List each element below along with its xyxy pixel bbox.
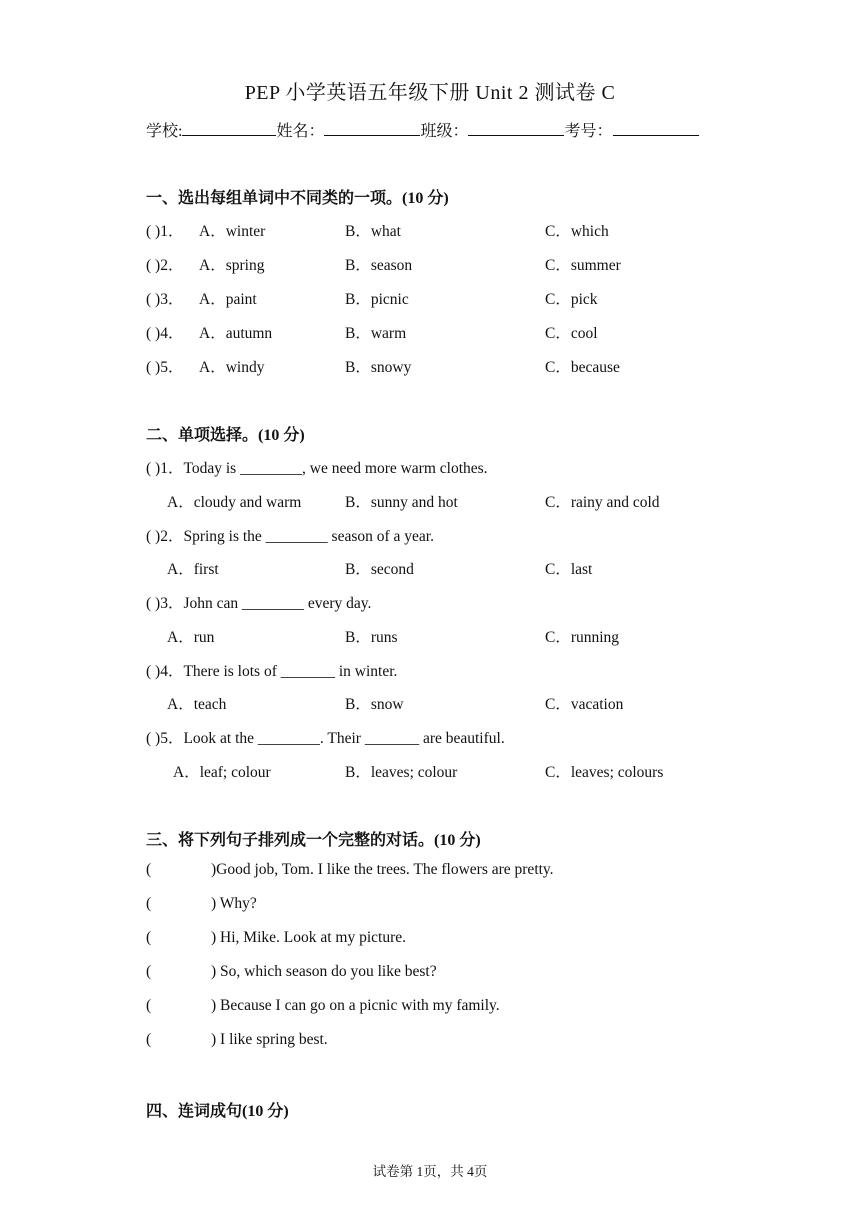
page-footer: 试卷第 1页，共 4页 — [372, 1164, 488, 1179]
answer-paren: ( — [146, 861, 152, 878]
question-text: ( )4．There is lots of _______ in winter. — [146, 663, 398, 680]
dialogue-line: ) Hi, Mike. Look at my picture. — [211, 929, 406, 946]
option-c: C．pick — [545, 291, 598, 308]
section-3-heading: 三、将下列句子排列成一个完整的对话。(10 分) — [146, 832, 481, 849]
name-blank — [324, 119, 420, 136]
school-label: 学校: — [146, 123, 183, 140]
option-c: C．running — [545, 629, 620, 646]
option-a: A．paint — [199, 291, 257, 308]
option-b: B．what — [345, 223, 401, 240]
option-a: A．leaf; colour — [173, 764, 271, 781]
class-blank — [468, 119, 564, 136]
section-4-heading: 四、连词成句(10 分) — [146, 1103, 289, 1120]
answer-paren: ( — [146, 963, 152, 980]
option-b: B．leaves; colour — [345, 764, 458, 781]
option-c: C．because — [545, 359, 620, 376]
option-c: C．leaves; colours — [545, 764, 664, 781]
class-label: 班级： — [420, 123, 469, 140]
dialogue-line: ) Why? — [211, 895, 257, 912]
question-text: ( )1．Today is ________, we need more warm clothes. — [146, 460, 488, 477]
number-label: 考号： — [564, 123, 613, 140]
answer-paren: ( — [146, 929, 152, 946]
option-b: B．runs — [345, 629, 398, 646]
dialogue-line: ) Because I can go on a picnic with my family. — [211, 997, 500, 1014]
option-c: C．summer — [545, 257, 621, 274]
option-a: A．windy — [199, 359, 265, 376]
option-a: A．teach — [167, 696, 227, 713]
dialogue-line: )Good job, Tom. I like the trees. The flowers are pretty. — [211, 861, 554, 878]
option-b: B．season — [345, 257, 413, 274]
name-label: 姓名： — [276, 123, 325, 140]
option-a: A．autumn — [199, 325, 273, 342]
answer-paren: ( — [146, 997, 152, 1014]
question-text: ( )3．John can ________ every day. — [146, 595, 372, 612]
option-b: B．warm — [345, 325, 407, 342]
dialogue-line: ) So, which season do you like best? — [211, 963, 437, 980]
option-c: C．rainy and cold — [545, 494, 660, 511]
answer-paren: ( — [146, 895, 152, 912]
page-title: PEP 小学英语五年级下册 Unit 2 测试卷 C — [244, 82, 616, 104]
option-c: C．cool — [545, 325, 598, 342]
section-1-heading: 一、选出每组单词中不同类的一项。(10 分) — [146, 190, 449, 207]
school-blank — [182, 119, 276, 136]
question-text: ( )2．Spring is the ________ season of a year. — [146, 528, 434, 545]
option-b: B．second — [345, 561, 414, 578]
question-number: ( )3． — [146, 291, 184, 308]
number-blank — [613, 119, 699, 136]
option-a: A．cloudy and warm — [167, 494, 302, 511]
option-c: C．vacation — [545, 696, 624, 713]
option-a: A．winter — [199, 223, 266, 240]
option-b: B．picnic — [345, 291, 409, 308]
question-number: ( )4． — [146, 325, 184, 342]
question-number: ( )2． — [146, 257, 184, 274]
question-number: ( )1． — [146, 223, 184, 240]
question-text: ( )5．Look at the ________. Their _______ are beautiful. — [146, 730, 505, 747]
option-a: A．spring — [199, 257, 265, 274]
option-a: A．first — [167, 561, 219, 578]
answer-paren: ( — [146, 1031, 152, 1048]
question-number: ( )5． — [146, 359, 184, 376]
section-2-heading: 二、单项选择。(10 分) — [146, 427, 305, 444]
student-info-line — [146, 118, 699, 141]
option-a: A．run — [167, 629, 215, 646]
dialogue-line: ) I like spring best. — [211, 1031, 328, 1048]
option-b: B．snow — [345, 696, 404, 713]
option-c: C．which — [545, 223, 609, 240]
option-b: B．sunny and hot — [345, 494, 458, 511]
option-c: C．last — [545, 561, 593, 578]
option-b: B．snowy — [345, 359, 412, 376]
